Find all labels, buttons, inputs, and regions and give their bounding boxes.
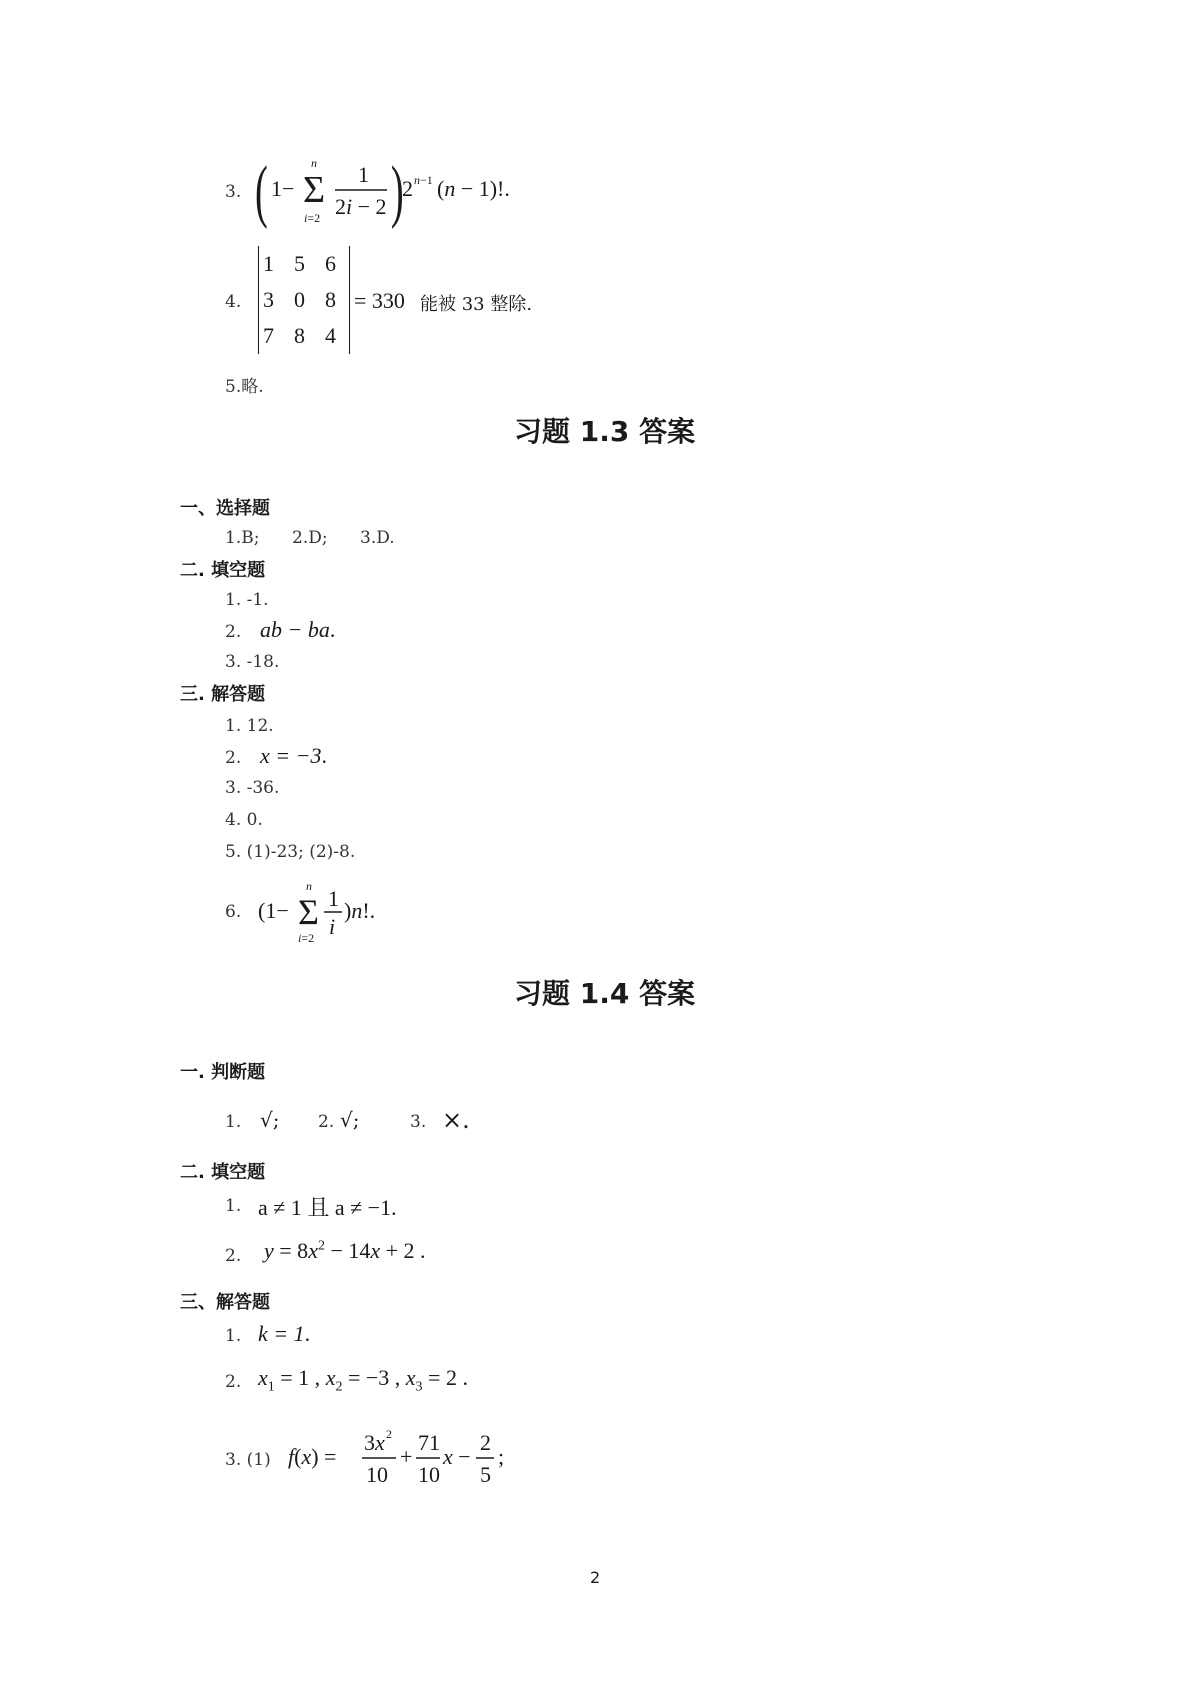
fill-1-4-expr-2: $y = 8x^2 - 14x + 2$ . bbox=[264, 1238, 426, 1263]
determinant-note: 能被 33 整除. bbox=[420, 294, 533, 315]
fill-answer-3: 3. -18. bbox=[225, 652, 280, 672]
svg-text:5: 5 bbox=[480, 1462, 491, 1487]
matrix-row bbox=[259, 318, 349, 354]
svg-text:(1−: (1− bbox=[258, 898, 289, 923]
heading-choice: 一、选择题 bbox=[180, 498, 270, 519]
svg-text:+: + bbox=[400, 1444, 413, 1469]
item-5: 5.略. bbox=[225, 377, 264, 397]
svg-text:2i − 2: 2i − 2 bbox=[335, 194, 387, 219]
svg-text:): ) bbox=[390, 153, 404, 231]
solution-answer-6-formula bbox=[258, 876, 398, 950]
matrix-cell: 5 bbox=[294, 251, 305, 276]
svg-text:Σ: Σ bbox=[298, 892, 319, 932]
solution-answer-3: 3. -36. bbox=[225, 778, 280, 798]
svg-text:)n!.: )n!. bbox=[344, 898, 376, 923]
heading-fill-1-4: 二. 填空题 bbox=[180, 1162, 266, 1183]
determinant-matrix bbox=[258, 246, 350, 354]
svg-text:2: 2 bbox=[402, 176, 413, 201]
matrix-cell: 8 bbox=[294, 323, 305, 348]
heading-solution-1-4: 三、解答题 bbox=[180, 1292, 270, 1313]
judge-number-2: 2. bbox=[318, 1112, 335, 1132]
judge-number-1: 1. bbox=[225, 1112, 242, 1132]
matrix-cell: 6 bbox=[325, 251, 336, 276]
solution-1-4-expr-1: k = 1. bbox=[258, 1321, 311, 1346]
fill-1-4-expr-1: a ≠ 1 且 a ≠ −1. bbox=[258, 1195, 397, 1220]
solution-1-4-number-2: 2. bbox=[225, 1372, 242, 1392]
svg-text:3x: 3x bbox=[364, 1430, 385, 1455]
determinant-value: = 330 bbox=[354, 288, 405, 313]
matrix-cell: 7 bbox=[263, 323, 274, 348]
heading-solution: 三. 解答题 bbox=[180, 684, 266, 705]
cross-icon: ×. bbox=[442, 1106, 470, 1134]
solution-answer-2-expr: x = −3. bbox=[260, 743, 327, 768]
heading-judge: 一. 判断题 bbox=[180, 1062, 266, 1083]
svg-text:x −: x − bbox=[443, 1444, 471, 1469]
matrix-cell: 0 bbox=[294, 287, 305, 312]
choice-answer-3: 3.D. bbox=[360, 528, 395, 548]
solution-answer-6-number: 6. bbox=[225, 902, 242, 922]
heading-fill: 二. 填空题 bbox=[180, 560, 266, 581]
solution-1-4-formula-3 bbox=[288, 1422, 528, 1496]
svg-text:Σ: Σ bbox=[303, 169, 326, 211]
svg-text:i=2: i=2 bbox=[298, 931, 315, 945]
section-title-1-4: 习题 1.4 答案 bbox=[514, 977, 696, 1010]
matrix-cell: 8 bbox=[325, 287, 336, 312]
svg-text:(: ( bbox=[255, 153, 268, 231]
fill-1-4-number-1: 1. bbox=[225, 1196, 242, 1216]
svg-text:71: 71 bbox=[418, 1430, 440, 1455]
fill-1-4-number-2: 2. bbox=[225, 1246, 242, 1266]
solution-answer-4: 4. 0. bbox=[225, 810, 263, 830]
matrix-row bbox=[259, 246, 349, 282]
svg-text:f(x) =: f(x) = bbox=[288, 1444, 337, 1469]
matrix-row bbox=[259, 282, 349, 318]
fill-answer-2-expr: ab − ba. bbox=[260, 617, 336, 642]
solution-1-4-number-1: 1. bbox=[225, 1326, 242, 1346]
svg-text:2: 2 bbox=[480, 1430, 491, 1455]
solution-answer-2-number: 2. bbox=[225, 748, 242, 768]
svg-text:10: 10 bbox=[418, 1462, 440, 1487]
fill-answer-2-number: 2. bbox=[225, 622, 242, 642]
svg-text:n: n bbox=[306, 879, 312, 893]
svg-text:10: 10 bbox=[366, 1462, 388, 1487]
item-4-number: 4. bbox=[225, 292, 242, 312]
item-3-number: 3. bbox=[225, 182, 242, 202]
svg-text:;: ; bbox=[498, 1444, 505, 1469]
choice-answer-1: 1.B; bbox=[225, 528, 260, 548]
matrix-cell: 4 bbox=[325, 323, 336, 348]
solution-1-4-expr-2: $x_1 = 1$ , $x_2 = -3$ , $x_3 = 2$ . bbox=[258, 1365, 468, 1395]
item-3-formula bbox=[255, 152, 535, 236]
svg-text:n: n bbox=[311, 156, 317, 170]
solution-answer-5: 5. (1)-23; (2)-8. bbox=[225, 842, 356, 862]
solution-1-4-number-3: 3. (1) bbox=[225, 1450, 271, 1470]
fill-answer-1: 1. -1. bbox=[225, 590, 269, 610]
choice-answer-2: 2.D; bbox=[292, 528, 328, 548]
svg-text:i: i bbox=[329, 914, 336, 939]
matrix-cell: 1 bbox=[263, 251, 274, 276]
matrix-cell: 3 bbox=[263, 287, 274, 312]
svg-text:1: 1 bbox=[358, 162, 369, 187]
svg-text:2: 2 bbox=[386, 1427, 392, 1441]
section-title-1-3: 习题 1.3 答案 bbox=[514, 415, 696, 448]
svg-text:1: 1 bbox=[328, 886, 339, 911]
check-icon: √; bbox=[340, 1108, 360, 1132]
solution-answer-1: 1. 12. bbox=[225, 716, 274, 736]
svg-text:(n − 1)!.: (n − 1)!. bbox=[437, 176, 510, 201]
page-number: 2 bbox=[590, 1568, 601, 1587]
svg-text:n−1: n−1 bbox=[414, 173, 433, 187]
judge-number-3: 3. bbox=[410, 1112, 427, 1132]
svg-text:1−: 1− bbox=[271, 176, 295, 201]
check-icon: √; bbox=[260, 1108, 280, 1132]
svg-text:i=2: i=2 bbox=[304, 211, 321, 225]
